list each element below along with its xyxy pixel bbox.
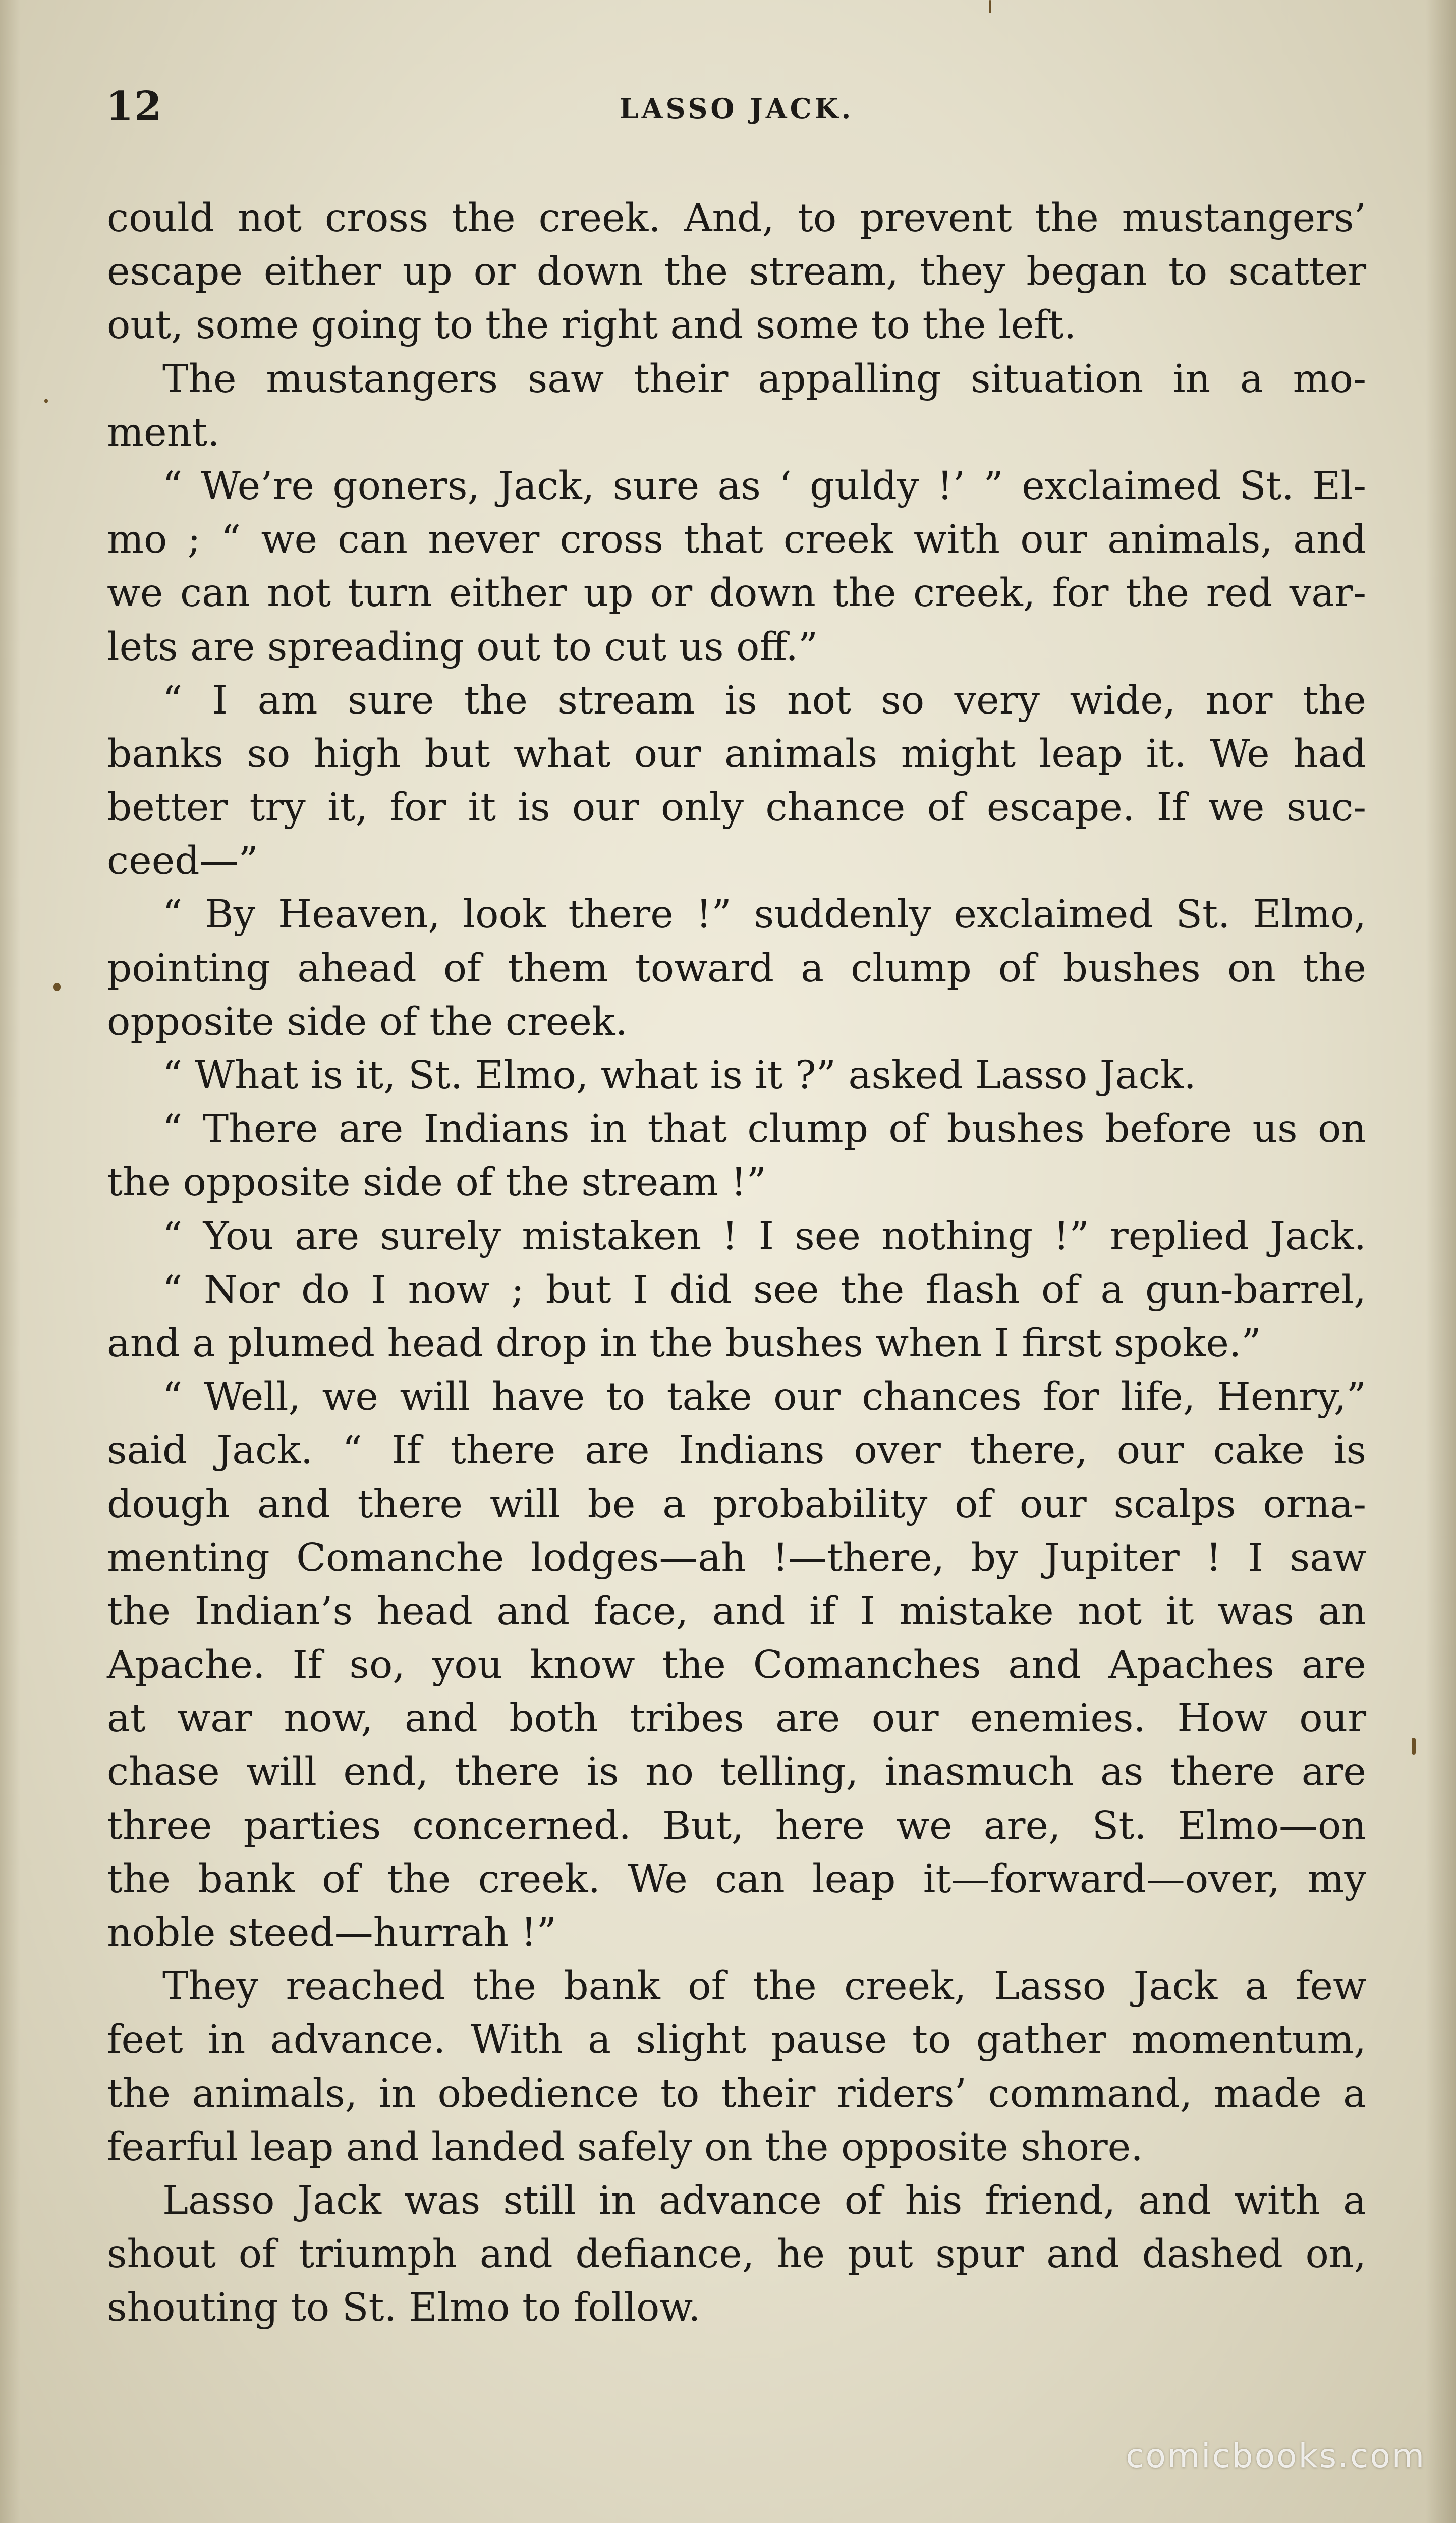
text-line: the opposite side of the stream !”: [107, 1160, 766, 1205]
text-line: “ I am sure the stream is not so very wide, nor the: [162, 678, 1366, 723]
paper-speck: [53, 983, 61, 991]
page-right-edge-shadow: [1426, 0, 1456, 2523]
paper-speck: [989, 0, 991, 13]
text-line: fearful leap and landed safely on the opposite shore.: [107, 2124, 1143, 2170]
text-line: mo ; “ we can never cross that creek with our animals, and: [107, 517, 1366, 563]
text-line: three parties concerned. But, here we are, St. Elmo—on: [107, 1803, 1366, 1848]
paper-speck: [44, 399, 48, 403]
watermark: comicbooks.com: [1126, 2437, 1426, 2476]
text-line: shouting to St. Elmo to follow.: [107, 2285, 701, 2331]
text-line: They reached the bank of the creek, Lasso Jack a few: [162, 1964, 1366, 2009]
text-line: pointing ahead of them toward a clump of bushes on the: [107, 946, 1366, 991]
text-line: escape either up or down the stream, they began to scatter: [107, 249, 1366, 295]
text-line: better try it, for it is our only chance of escape. If we suc-: [107, 785, 1366, 831]
text-line: noble steed—hurrah !”: [107, 1910, 556, 1955]
text-line: “ You are surely mistaken ! I see nothing !” replied Jack.: [162, 1214, 1366, 1259]
page-header: [106, 83, 1367, 139]
text-line: feet in advance. With a slight pause to gather momentum,: [107, 2017, 1366, 2063]
page-number: 12: [106, 83, 163, 129]
text-line: “ Nor do I now ; but I did see the flash of a gun-barrel,: [162, 1267, 1366, 1312]
text-line: “ There are Indians in that clump of bushes before us on: [162, 1107, 1366, 1152]
text-line: we can not turn either up or down the creek, for the red var-: [107, 571, 1366, 616]
paper-speck: [1412, 1738, 1416, 1755]
text-line: lets are spreading out to cut us off.”: [107, 624, 818, 670]
text-line: and a plumed head drop in the bushes when I first spoke.”: [107, 1321, 1261, 1366]
text-line: shout of triumph and defiance, he put spur and dashed on,: [107, 2232, 1366, 2277]
text-line: “ By Heaven, look there !” suddenly exclaimed St. Elmo,: [162, 892, 1366, 938]
page-left-edge-shadow: [0, 0, 20, 2523]
text-line: Lasso Jack was still in advance of his friend, and with a: [162, 2178, 1366, 2223]
text-line: could not cross the creek. And, to prevent the mustangers’: [107, 196, 1366, 241]
text-line: chase will end, there is no telling, inasmuch as there are: [107, 1749, 1366, 1795]
text-line: “ We’re goners, Jack, sure as ‘ guldy !’ ” exclaimed St. El-: [162, 463, 1366, 509]
text-line: Apache. If so, you know the Comanches and Apaches are: [107, 1642, 1366, 1688]
text-line: “ What is it, St. Elmo, what is it ?” asked Lasso Jack.: [162, 1053, 1196, 1098]
text-line: menting Comanche lodges—ah !—there, by Jupiter ! I saw: [107, 1535, 1366, 1580]
text-line: banks so high but what our animals might leap it. We had: [107, 731, 1366, 777]
text-line: dough and there will be a probability of our scalps orna-: [107, 1482, 1366, 1527]
text-line: ceed—”: [107, 839, 258, 884]
body-text: [107, 192, 1366, 2335]
text-line: “ Well, we will have to take our chances for life, Henry,”: [162, 1375, 1366, 1420]
text-line: at war now, and both tribes are our enemies. How our: [107, 1696, 1366, 1741]
text-line: said Jack. “ If there are Indians over there, our cake is: [107, 1428, 1366, 1473]
text-line: opposite side of the creek.: [107, 999, 628, 1045]
text-line: the animals, in obedience to their riders’ command, made a: [107, 2071, 1366, 2116]
text-line: the bank of the creek. We can leap it—forward—over, my: [107, 1856, 1366, 1902]
text-line: The mustangers saw their appalling situation in a mo-: [162, 356, 1366, 402]
text-line: the Indian’s head and face, and if I mistake not it was an: [107, 1588, 1366, 1634]
running-head: LASSO JACK.: [619, 92, 854, 125]
text-line: out, some going to the right and some to the left.: [107, 303, 1077, 348]
text-line: ment.: [107, 410, 220, 455]
